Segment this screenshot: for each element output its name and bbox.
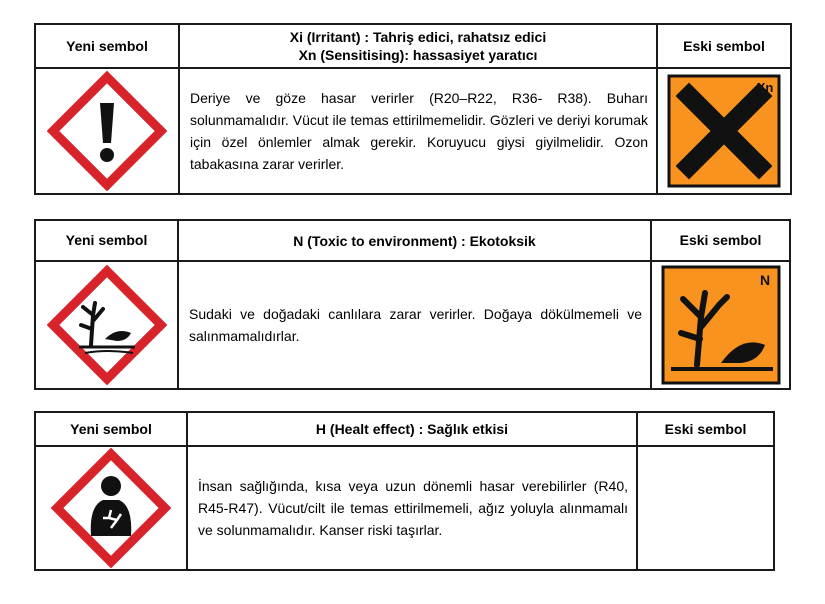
hazard-title [179,24,657,68]
new-symbol-header: Yeni sembol [35,24,179,68]
old-symbol-cell [637,446,774,570]
environment-n-icon [661,265,781,385]
hazard-title [178,220,651,261]
hazard-title [187,412,637,446]
new-symbol-cell [35,261,178,389]
cross-xn-icon [667,74,781,188]
old-symbol-header: Eski sembol [651,220,790,261]
exclamation-mark-icon [47,71,167,191]
environment-hazard-icon [47,265,167,385]
old-symbol-cell [651,261,790,389]
hazard-description: Deriye ve göze hasar verirler (R20–R22, R36- R38). Buharı solunmamalıdır. Vücut ile temas ettirilmemelidir. Gözleri ve deriyi korumak için özel önlemler almak gerekir. Koruyucu giysi giyilmelidir. Ozon tabakasına zarar verirler. [179,68,657,194]
new-symbol-header: Yeni sembol [35,220,178,261]
old-symbol-header: Eski sembol [657,24,791,68]
old-symbol-label: N [759,272,770,288]
old-symbol-label: Xn [756,80,774,95]
hazard-title-line: N (Toxic to environment) : Ekotoksik [293,232,536,249]
new-symbol-cell [35,446,187,570]
hazard-title-line: Xi (Irritant) : Tahriş edici, rahatsız edici [289,29,547,45]
hazard-description: Sudaki ve doğadaki canlılara zarar verirler. Doğaya dökülmemeli ve salınmamalıdırlar. [178,261,651,389]
hazard-table-health [34,411,775,571]
hazard-table-irritant [34,23,792,195]
hazard-title-line: Xn (Sensitising): hassasiyet yaratıcı [298,47,538,63]
new-symbol-header: Yeni sembol [35,412,187,446]
hazard-description: İnsan sağlığında, kısa veya uzun dönemli hasar verebilirler (R40, R45-R47). Vücut/cilt ile temas ettirilmemeli, ağız yoluyla alınmamalı ve solunmamalıdır. Kanser riski taşırlar. [187,446,637,570]
hazard-table-environment [34,219,791,390]
health-hazard-icon [51,448,171,568]
new-symbol-cell [35,68,179,194]
hazard-title-line: H (Healt effect) : Sağlık etkisi [315,421,509,437]
old-symbol-header: Eski sembol [637,412,774,446]
old-symbol-cell [657,68,791,194]
